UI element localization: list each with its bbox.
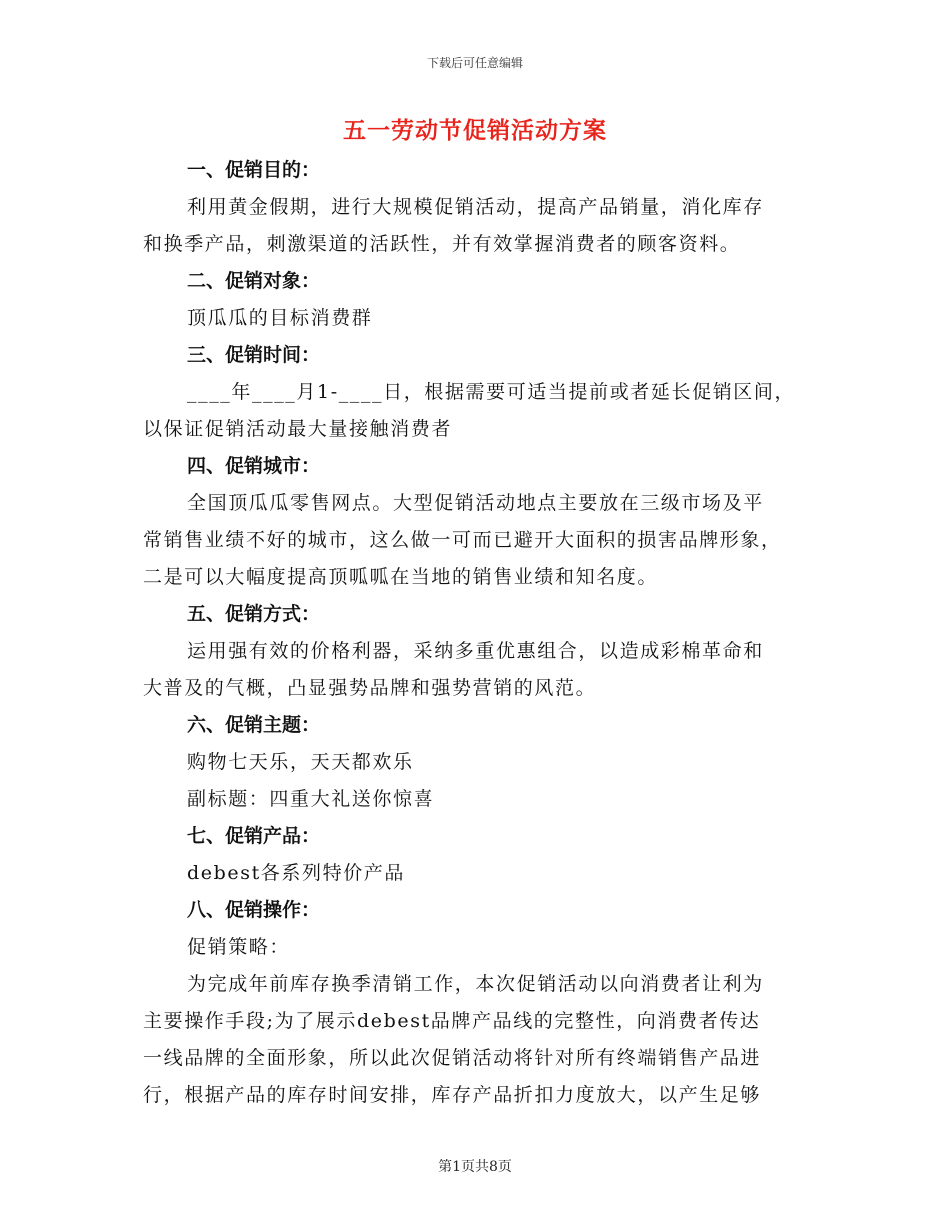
text-line: 行，根据产品的库存时间安排，库存产品折扣力度放大，以产生足够 xyxy=(143,1084,762,1106)
section-paragraph xyxy=(143,300,808,337)
section-paragraph xyxy=(143,744,808,818)
section-heading: 二、促销对象： xyxy=(187,270,321,292)
text-line: 利用黄金假期，进行大规模促销活动，提高产品销量，消化库存 xyxy=(187,196,764,218)
text-line: 顶瓜瓜的目标消费群 xyxy=(187,307,373,329)
document-body xyxy=(143,152,808,1114)
section-heading: 六、促销主题： xyxy=(187,714,321,736)
text-line: 运用强有效的价格利器，采纳多重优惠组合，以造成彩棉革命和 xyxy=(187,640,764,662)
text-line: 一线品牌的全面形象，所以此次促销活动将针对所有终端销售产品进 xyxy=(143,1047,762,1069)
section-heading: 八、促销操作： xyxy=(187,899,321,921)
text-line: ____年____月1-____日，根据需要可适当提前或者延长促销区间， xyxy=(187,381,796,403)
document-title: 五一劳动节促销活动方案 xyxy=(343,117,607,144)
section-paragraph xyxy=(143,374,808,448)
section-paragraph xyxy=(143,855,808,892)
text-line: debest各系列特价产品 xyxy=(187,862,405,884)
section-heading: 五、促销方式： xyxy=(187,603,321,625)
section-heading: 七、促销产品： xyxy=(187,825,321,847)
text-line: 大普及的气概，凸显强势品牌和强势营销的风范。 xyxy=(143,677,597,699)
text-line: 主要操作手段;为了展示debest品牌产品线的完整性，向消费者传达 xyxy=(143,1010,761,1032)
text-line: 购物七天乐，天天都欢乐 xyxy=(187,751,414,773)
section-paragraph xyxy=(143,633,808,707)
page-header: 下载后可任意编辑 xyxy=(426,56,523,70)
text-line: 常销售业绩不好的城市，这么做一可而已避开大面积的损害品牌形象， xyxy=(143,529,782,551)
text-line: 以保证促销活动最大量接触消费者 xyxy=(143,418,453,440)
section-heading: 四、促销城市： xyxy=(187,455,321,477)
section-paragraph xyxy=(143,189,808,263)
text-line: 二是可以大幅度提高顶呱呱在当地的销售业绩和知名度。 xyxy=(143,566,659,588)
section-paragraph xyxy=(143,929,808,1114)
page-footer: 第1页共8页 xyxy=(438,1159,512,1175)
text-line: 全国顶瓜瓜零售网点。大型促销活动地点主要放在三级市场及平 xyxy=(187,492,764,514)
text-line: 为完成年前库存换季清销工作，本次促销活动以向消费者让利为 xyxy=(187,973,764,995)
text-line: 和换季产品，刺激渠道的活跃性，并有效掌握消费者的顾客资料。 xyxy=(143,233,741,255)
section-heading: 三、促销时间： xyxy=(187,344,321,366)
text-line: 副标题：四重大礼送你惊喜 xyxy=(187,788,435,810)
section-heading: 一、促销目的： xyxy=(187,159,321,181)
text-line: 促销策略： xyxy=(187,936,291,958)
section-paragraph xyxy=(143,485,808,596)
